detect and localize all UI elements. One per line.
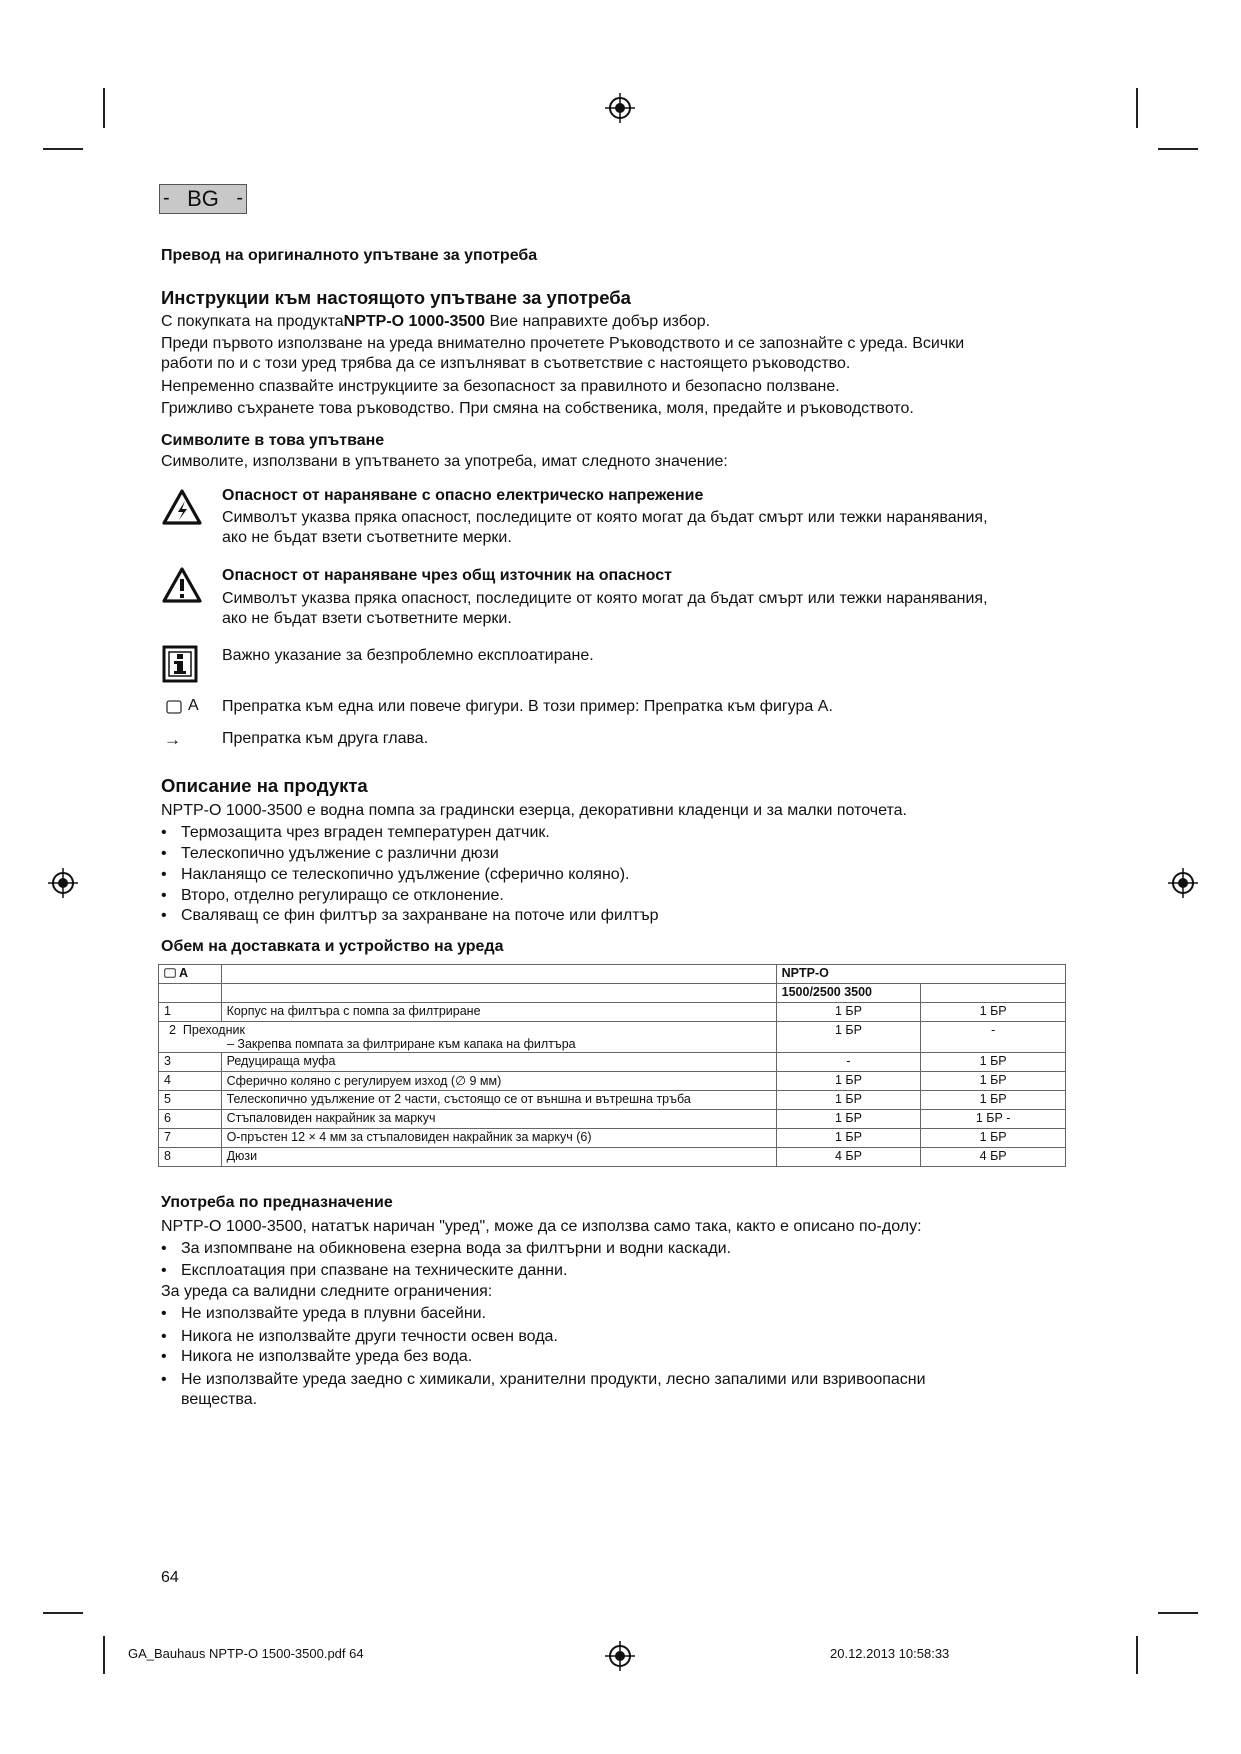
arrow-right-icon: →: [164, 730, 181, 749]
symbols-heading: Символите в това упътване: [161, 432, 385, 449]
table-row: 1 Корпус на филтъра с помпа за филтриране 1 БР 1 БР: [159, 1003, 1066, 1022]
electric-hazard-title: Опасност от нараняване с опасно електрическо напрежение: [222, 487, 704, 504]
lang-code: BG: [187, 186, 219, 211]
registration-mark-icon: [605, 1641, 635, 1671]
footer-file: GA_Bauhaus NPTP-O 1500-3500.pdf 64: [128, 1646, 364, 1661]
lang-dash-right: -: [236, 187, 243, 209]
intro-line-2: Преди първото използване на уреда внимателно прочетете Ръководството и се запознайте с уреда. Всички: [161, 335, 965, 352]
delivery-heading: Обем на доставката и устройство на уреда: [161, 938, 504, 955]
electric-hazard-text-1: Символът указва пряка опасност, последиците от която могат да бъдат смърт или тежки наранявания,: [222, 509, 988, 526]
product-intro: NPTP-O 1000-3500 е водна помпа за градински езерца, декоративни кладенци и за малки поточета.: [161, 802, 907, 819]
footer-date: 20.12.2013 10:58:33: [830, 1646, 950, 1661]
doc-subtitle: Превод на оригиналното упътване за употреба: [161, 247, 538, 264]
crop-mark-top-left: [103, 88, 105, 128]
page-number: 64: [161, 1569, 179, 1586]
table-header-variants: 1500/2500 3500: [776, 984, 921, 1003]
figure-reference-icon: [164, 968, 176, 978]
general-hazard-text-1: Символът указва пряка опасност, последиците от която могат да бъдат смърт или тежки наранявания,: [222, 590, 988, 607]
info-icon: [162, 645, 198, 683]
info-text: Важно указание за безпроблемно експлоатиране.: [222, 647, 594, 664]
figure-reference-icon: [166, 700, 182, 714]
intro-line-1-post: Вие направихте добър избор.: [485, 313, 711, 330]
intro-line-4: Непременно спазвайте инструкциите за безопасност за правилното и безопасно ползване.: [161, 378, 840, 395]
usage-intro: NPTP-O 1000-3500, нататък наричан "уред", може да се използва само така, както е описано по-долу:: [161, 1218, 922, 1235]
intro-line-1: [161, 311, 710, 332]
list-item: • За изпомпване на обикновена езерна вода за филтърни и водни каскади.: [161, 1240, 732, 1257]
list-item: • Експлоатация при спазване на техническите данни.: [161, 1262, 568, 1279]
table-row: 8 Дюзи 4 БР 4 БР: [159, 1148, 1066, 1167]
intro-line-3: работи по и с този уред трябва да се изпълняват в съответствие с настоящето ръководство.: [161, 355, 851, 372]
list-item: • Сваляващ се фин филтър за захранване на поточе или филтър: [161, 907, 659, 924]
figure-ref-text: Препратка към една или повече фигури. В този пример: Препратка към фигура А.: [222, 698, 833, 715]
table-header-row: [159, 965, 1066, 984]
registration-mark-icon: [1168, 868, 1198, 898]
intro-model: NPTP-O 1000-3500: [343, 313, 486, 330]
language-tag: [159, 184, 247, 214]
chapter-ref-text: Препратка към друга глава.: [222, 730, 429, 747]
crop-mark-top-right: [1136, 88, 1138, 128]
crop-mark-top-left-h: [43, 148, 83, 150]
intro-heading: Инструкции към настоящото упътване за употреба: [161, 287, 631, 308]
lang-dash-left: -: [163, 187, 170, 209]
symbols-intro: Символите, използвани в упътването за употреба, имат следното значение:: [161, 453, 728, 470]
list-item: • Телескопично удължение с различни дюзи: [161, 845, 499, 862]
registration-mark-icon: [48, 868, 78, 898]
list-item: • Не използвайте уреда заедно с химикали, хранителни продукти, лесно запалими или взривоопасни: [161, 1371, 926, 1388]
list-item: • Термозащита чрез вграден температурен датчик.: [161, 824, 550, 841]
restrictions-intro: За уреда са валидни следните ограничения:: [161, 1283, 493, 1300]
general-hazard-title: Опасност от нараняване чрез общ източник на опасност: [222, 567, 672, 584]
intro-line-1-pre: С покупката на продукта: [161, 313, 344, 330]
table-row: 2 Преходник – Закрепва помпата за филтриране към капака на филтъра 1 БР -: [159, 1022, 1066, 1053]
crop-mark-bottom-right-h: [1158, 1612, 1198, 1614]
electric-hazard-text-2: ако не бъдат взети съответните мерки.: [222, 529, 512, 546]
list-item: • Второ, отделно регулиращо се отклонение.: [161, 887, 504, 904]
table-row: 6 Стъпаловиден накрайник за маркуч 1 БР 1 БР -: [159, 1110, 1066, 1129]
intro-line-5: Грижливо съхранете това ръководство. При смяна на собственика, моля, предайте и ръководството.: [161, 400, 914, 417]
table-subheader-row: [159, 984, 1066, 1003]
product-heading: Описание на продукта: [161, 775, 368, 796]
figure-ref-label: A: [188, 697, 199, 714]
table-header-fig: A: [159, 965, 222, 984]
crop-mark-bottom-left-h: [43, 1612, 83, 1614]
registration-mark-icon: [605, 93, 635, 123]
crop-mark-top-right-h: [1158, 148, 1198, 150]
list-item: • Никога не използвайте уреда без вода.: [161, 1348, 473, 1365]
crop-mark-bottom-left: [103, 1636, 105, 1674]
list-item: • Никога не използвайте други течности освен вода.: [161, 1328, 558, 1345]
electric-hazard-icon: [161, 488, 203, 526]
delivery-table: [158, 964, 1066, 1167]
list-item-continuation: вещества.: [181, 1391, 258, 1408]
crop-mark-bottom-right: [1136, 1636, 1138, 1674]
list-item: • Не използвайте уреда в плувни басейни.: [161, 1305, 487, 1322]
warning-icon: [161, 566, 203, 604]
table-row: 7 О-пръстен 12 × 4 мм за стъпаловиден накрайник за маркуч (6) 1 БР 1 БР: [159, 1129, 1066, 1148]
general-hazard-text-2: ако не бъдат взети съответните мерки.: [222, 610, 512, 627]
table-row: 3 Редуцираща муфа - 1 БР: [159, 1053, 1066, 1072]
table-row: 4 Сферично коляно с регулируем изход (∅ 9 мм) 1 БР 1 БР: [159, 1072, 1066, 1091]
table-row: 5 Телескопично удължение от 2 части, състоящо се от външна и вътрешна тръба 1 БР 1 БР: [159, 1091, 1066, 1110]
usage-heading: Употреба по предназначение: [161, 1194, 393, 1211]
table-header-model: NPTP-O: [776, 965, 1065, 984]
list-item: • Накланящо се телескопично удължение (сферично коляно).: [161, 866, 630, 883]
